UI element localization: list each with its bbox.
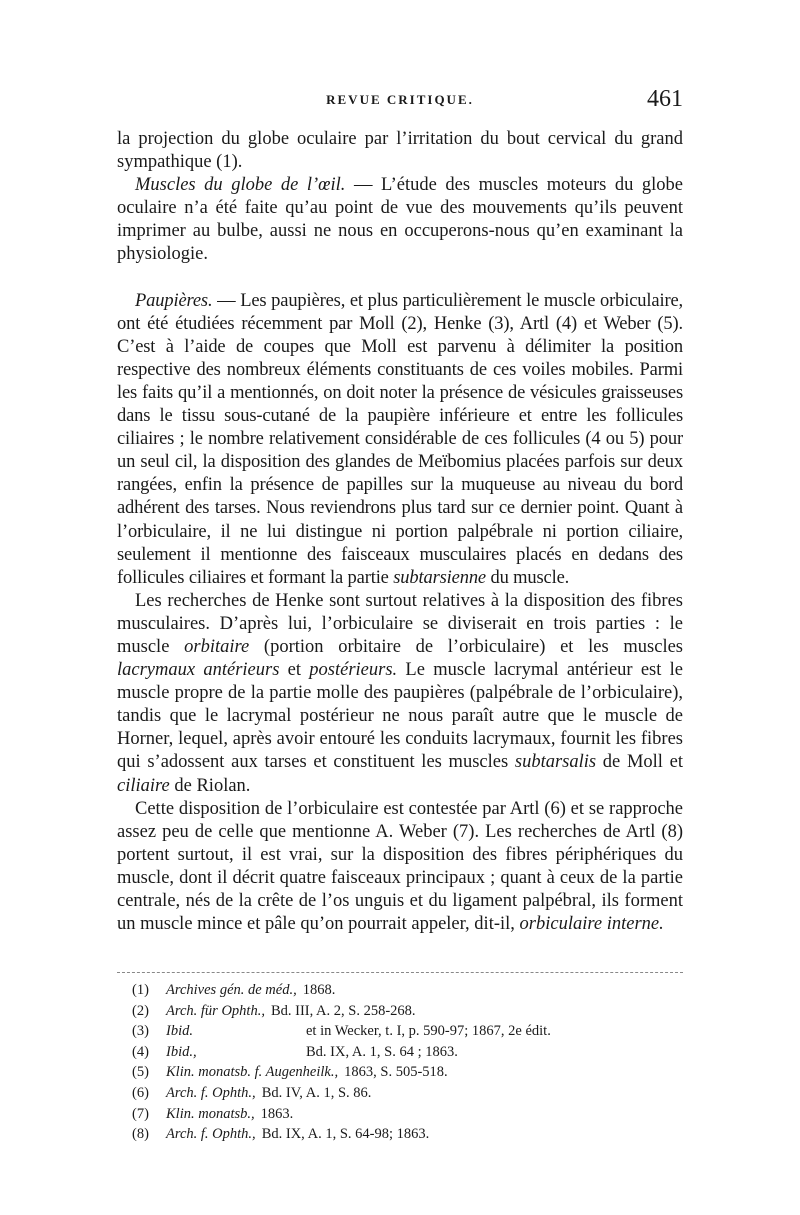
footnote-reference: Bd. IX, A. 1, S. 64-98; 1863. (261, 1126, 430, 1143)
footnote-reference: et in Wecker, t. I, p. 590-97; 1867, 2e édit. (306, 1023, 551, 1040)
footnote-reference: 1863, S. 505-518. (344, 1064, 448, 1081)
paragraph-muscles-du-globe (117, 174, 683, 266)
text-run: (portion orbitaire de l’orbiculaire) et les muscles (249, 636, 683, 657)
paragraph-paupieres (117, 290, 683, 590)
footnote-source: Ibid., (166, 1043, 197, 1060)
footnote-source: Arch. für Ophth., (166, 1002, 265, 1019)
footnote-number: (2) (132, 1002, 149, 1019)
footnote-reference: Bd. III, A. 2, S. 258-268. (270, 1002, 416, 1019)
footnote (132, 1001, 602, 1022)
footnote-number: (7) (132, 1105, 149, 1122)
page-header (117, 86, 683, 122)
footnote-number: (1) (132, 982, 149, 998)
text-run: de Riolan. (169, 775, 251, 796)
footnote-source: Ibid. (166, 1023, 193, 1040)
footnote (132, 1021, 602, 1042)
italic-text: subtarsienne (393, 567, 486, 588)
text-run: du muscle. (486, 567, 570, 588)
italic-text: lacrymaux antérieurs (117, 660, 280, 681)
footnote-source: Arch. f. Ophth., (166, 1126, 256, 1143)
footnote-reference: Bd. IV, A. 1, S. 86. (261, 1084, 372, 1101)
footnote-rule (117, 972, 683, 973)
footnote (132, 1124, 602, 1145)
footnote-reference: Bd. IX, A. 1, S. 64 ; 1863. (306, 1043, 458, 1060)
paragraph-henke (117, 590, 683, 798)
text-run: de Moll et (596, 752, 683, 773)
italic-text: postérieurs. (309, 660, 398, 681)
footnote-source: Klin. monatsb. f. Augenheilk., (166, 1064, 339, 1081)
page-number: 461 (647, 86, 683, 112)
text-run: Les recherches de Henke sont surtout relatives à la disposition des fibres musculaires. D’après lui, l’orbiculaire se diviserait en trois parties : le muscle (117, 590, 683, 657)
footnote (132, 1083, 602, 1104)
italic-text: orbitaire (184, 636, 250, 657)
italic-text: Muscles du globe de l’œil. (135, 175, 346, 196)
text-run: la projection du globe oculaire par l’irritation du bout cervical du grand sympathique (1). (117, 129, 683, 173)
footnote-source: Archives gén. de méd., (166, 982, 297, 998)
paragraph-artl (117, 798, 683, 937)
text-run: Cette disposition de l’orbiculaire est contestée par Artl (6) et se rapproche assez peu de celle que mentionne A. Weber (7). Les recherches de Artl (8) portent surtout, il est vrai, sur la disposition des fibres périphériques du muscle, dont il décrit quatre faisceaux principaux ; quant à ceux de la partie centrale, nés de la crête de l’os unguis et du ligament palpébral, ils forment un muscle mince et pâle qu’on pourrait appeler, dit-il, (117, 798, 683, 935)
footnote (132, 980, 602, 1001)
footnote (132, 1062, 602, 1083)
text-run: — Les paupières, et plus particulièrement le muscle orbiculaire, ont été étudiées récemment par Moll (2), Henke (3), Artl (4) et Weber (5). C’est à l’aide de coupes que Moll est parvenu à délimiter la position respective des nombreux éléments constituants de ces voiles mobiles. Parmi les faits qu’il a mentionnés, on doit noter la présence de vésicules graisseuses dans le tissu sous-cutané de la paupière inférieure et entre les follicules ciliaires ; le nombre relativement considérable de ces follicules (4 ou 5) pour un seul cil, la disposition des glandes de Meïbomius placées parfois sur deux rangées, enfin la présence de papilles sur la muqueuse au niveau du bord adhérent des tarses. Nous reviendrons plus tard sur ce dernier point. Quant à l’orbiculaire, il ne lui distingue ni portion palpébrale ni portion ciliaire, seulement il mentionne des faisceaux musculaires placés en dedans des follicules ciliaires et formant la partie (117, 290, 683, 588)
footnote-number: (5) (132, 1064, 149, 1081)
running-title: REVUE CRITIQUE. (326, 92, 474, 107)
footnote (132, 1042, 602, 1063)
text-run: Le muscle lacrymal antérieur est le muscle propre de la partie molle des paupières (palpébrale de l’orbiculaire), tandis que le lacrymal postérieur ne nous paraît autre que le muscle de Horner, lequel, après avoir entouré les conduits lacrymaux, fournit les fibres qui s’adossent aux tarses et constituent les muscles (117, 660, 684, 773)
italic-text: Paupières. (135, 290, 213, 311)
footnote-source: Klin. monatsb., (166, 1105, 255, 1122)
footnote-number: (4) (132, 1043, 149, 1060)
italic-text: ciliaire (117, 775, 170, 796)
text-run: — L’étude des muscles moteurs du globe oculaire n’a été faite qu’au point de vue des mouvements qu’ils peuvent imprimer au bulbe, aussi ne nous en occuperons-nous qu’en examinant la physiologie. (117, 175, 683, 265)
body-text (117, 128, 683, 936)
footnote-source: Arch. f. Ophth., (166, 1084, 256, 1101)
footnote-reference: 1863. (260, 1105, 294, 1122)
paragraph-continuation (117, 128, 683, 174)
footnote-number: (6) (132, 1084, 149, 1101)
italic-text: orbiculaire interne. (519, 914, 664, 935)
italic-text: subtarsalis (514, 752, 597, 773)
footnote-number: (8) (132, 1126, 149, 1143)
text-run: et (279, 660, 310, 681)
footnote-reference: 1868. (302, 982, 336, 998)
footnote (132, 1104, 602, 1125)
footnote-number: (3) (132, 1023, 149, 1040)
footnotes (132, 980, 602, 1145)
